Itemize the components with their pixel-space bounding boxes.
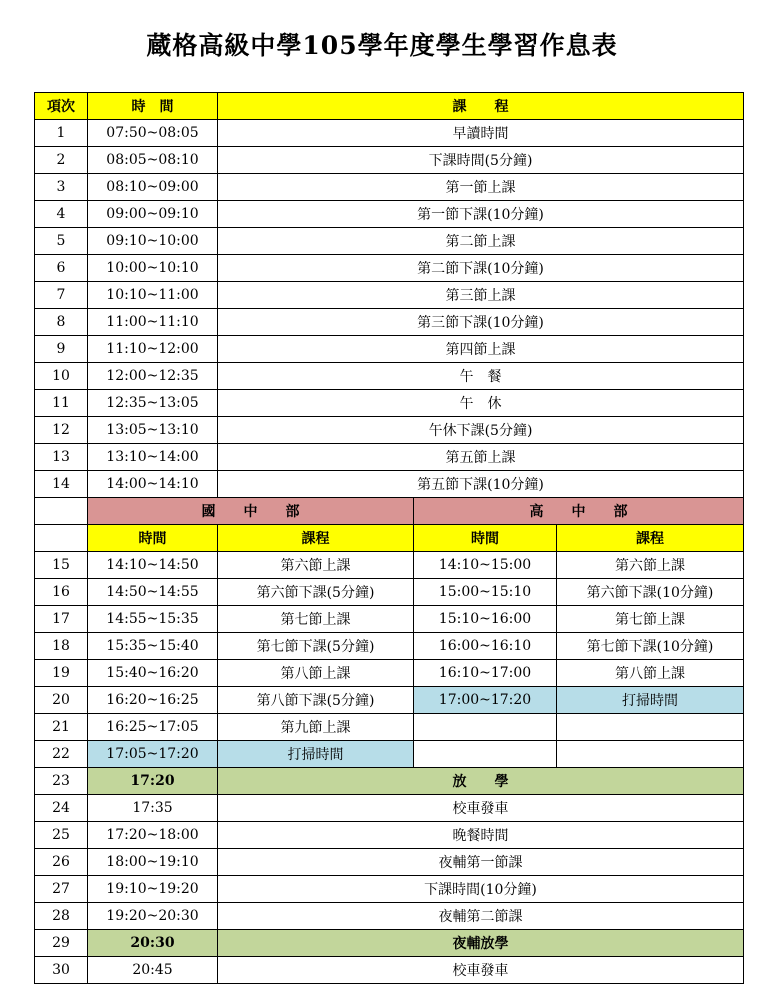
row-time: 14:00~14:10: [88, 471, 218, 498]
senior-time: 14:10~15:00: [414, 552, 557, 579]
row-no: 19: [35, 660, 88, 687]
row-course: 第二節上課: [218, 228, 744, 255]
row-time: 08:10~09:00: [88, 174, 218, 201]
row-no: 8: [35, 309, 88, 336]
row-no: 1: [35, 120, 88, 147]
senior-time: [414, 741, 557, 768]
row-course: 夜輔放學: [218, 930, 744, 957]
table-row: [35, 714, 744, 741]
table-row: [35, 417, 744, 444]
row-time: 20:45: [88, 957, 218, 984]
row-course: 第五節下課(10分鐘): [218, 471, 744, 498]
table-row: [35, 930, 744, 957]
table-row: [35, 633, 744, 660]
table-row: [35, 741, 744, 768]
senior-time: 15:00~15:10: [414, 579, 557, 606]
division-header-row: [35, 525, 744, 552]
senior-time: 16:10~17:00: [414, 660, 557, 687]
table-row: [35, 660, 744, 687]
row-no: 4: [35, 201, 88, 228]
row-time: 08:05~08:10: [88, 147, 218, 174]
senior-course: 第七節下課(10分鐘): [557, 633, 744, 660]
header-no: 項次: [35, 93, 88, 120]
junior-course: 打掃時間: [218, 741, 414, 768]
junior-course: 第六節上課: [218, 552, 414, 579]
row-course: 早讀時間: [218, 120, 744, 147]
senior-course: [557, 741, 744, 768]
table-row: [35, 903, 744, 930]
table-row: [35, 282, 744, 309]
row-time: 19:20~20:30: [88, 903, 218, 930]
junior-course: 第七節下課(5分鐘): [218, 633, 414, 660]
row-time: 11:10~12:00: [88, 336, 218, 363]
row-time: 09:10~10:00: [88, 228, 218, 255]
division-spacer: [35, 498, 88, 525]
row-course: 第五節上課: [218, 444, 744, 471]
row-time: 10:10~11:00: [88, 282, 218, 309]
row-no: 22: [35, 741, 88, 768]
junior-course: 第六節下課(5分鐘): [218, 579, 414, 606]
table-row: [35, 201, 744, 228]
senior-course: 第七節上課: [557, 606, 744, 633]
division-header-spacer: [35, 525, 88, 552]
row-course: 第三節上課: [218, 282, 744, 309]
row-course: 放 學: [218, 768, 744, 795]
table-row: [35, 606, 744, 633]
row-no: 6: [35, 255, 88, 282]
row-no: 30: [35, 957, 88, 984]
table-row: [35, 795, 744, 822]
row-time: 17:20: [88, 768, 218, 795]
row-time: 19:10~19:20: [88, 876, 218, 903]
row-time: 13:05~13:10: [88, 417, 218, 444]
table-row: [35, 768, 744, 795]
table-row: [35, 309, 744, 336]
table-row: [35, 444, 744, 471]
row-no: 7: [35, 282, 88, 309]
row-time: 20:30: [88, 930, 218, 957]
row-no: 9: [35, 336, 88, 363]
table-row: [35, 336, 744, 363]
row-no: 17: [35, 606, 88, 633]
row-course: 夜輔第一節課: [218, 849, 744, 876]
row-no: 10: [35, 363, 88, 390]
row-no: 11: [35, 390, 88, 417]
row-no: 27: [35, 876, 88, 903]
table-row: [35, 552, 744, 579]
row-time: 07:50~08:05: [88, 120, 218, 147]
junior-time: 15:40~16:20: [88, 660, 218, 687]
junior-division: 國 中 部: [88, 498, 414, 525]
row-time: 09:00~09:10: [88, 201, 218, 228]
page-title: 蔵格高級中學105學年度學生學習作息表: [146, 31, 618, 60]
row-course: 校車發車: [218, 795, 744, 822]
row-course: 第一節上課: [218, 174, 744, 201]
table-row: [35, 687, 744, 714]
table-row: [35, 120, 744, 147]
row-course: 下課時間(5分鐘): [218, 147, 744, 174]
junior-time: 15:35~15:40: [88, 633, 218, 660]
table-row: [35, 174, 744, 201]
row-no: 28: [35, 903, 88, 930]
senior-time-header: 時間: [414, 525, 557, 552]
row-course: 第四節上課: [218, 336, 744, 363]
row-no: 24: [35, 795, 88, 822]
junior-time: 14:10~14:50: [88, 552, 218, 579]
row-time: 10:00~10:10: [88, 255, 218, 282]
row-no: 3: [35, 174, 88, 201]
senior-course: 第八節上課: [557, 660, 744, 687]
senior-time: 17:00~17:20: [414, 687, 557, 714]
table-row: [35, 849, 744, 876]
row-time: 12:35~13:05: [88, 390, 218, 417]
schedule-body: [35, 93, 744, 984]
header-course: 課 程: [218, 93, 744, 120]
junior-course-header: 課程: [218, 525, 414, 552]
senior-course: [557, 714, 744, 741]
row-no: 26: [35, 849, 88, 876]
row-time: 13:10~14:00: [88, 444, 218, 471]
row-no: 12: [35, 417, 88, 444]
row-no: 16: [35, 579, 88, 606]
table-row: [35, 255, 744, 282]
row-course: 下課時間(10分鐘): [218, 876, 744, 903]
table-row: [35, 363, 744, 390]
junior-course: 第八節下課(5分鐘): [218, 687, 414, 714]
row-time: 17:20~18:00: [88, 822, 218, 849]
row-course: 午 休: [218, 390, 744, 417]
row-time: 17:35: [88, 795, 218, 822]
junior-time: 14:55~15:35: [88, 606, 218, 633]
table-row: [35, 471, 744, 498]
row-course: 第一節下課(10分鐘): [218, 201, 744, 228]
schedule-table: [34, 92, 744, 984]
junior-time-header: 時間: [88, 525, 218, 552]
junior-time: 17:05~17:20: [88, 741, 218, 768]
row-time: 11:00~11:10: [88, 309, 218, 336]
header-time: 時 間: [88, 93, 218, 120]
row-course: 第二節下課(10分鐘): [218, 255, 744, 282]
header-row: [35, 93, 744, 120]
division-row: [35, 498, 744, 525]
table-row: [35, 228, 744, 255]
row-no: 5: [35, 228, 88, 255]
row-no: 15: [35, 552, 88, 579]
row-no: 2: [35, 147, 88, 174]
row-course: 午休下課(5分鐘): [218, 417, 744, 444]
row-time: 18:00~19:10: [88, 849, 218, 876]
table-row: [35, 147, 744, 174]
row-no: 23: [35, 768, 88, 795]
row-no: 13: [35, 444, 88, 471]
senior-division: 高 中 部: [414, 498, 744, 525]
senior-time: [414, 714, 557, 741]
table-row: [35, 876, 744, 903]
row-course: 午 餐: [218, 363, 744, 390]
row-no: 20: [35, 687, 88, 714]
junior-time: 14:50~14:55: [88, 579, 218, 606]
row-course: 第三節下課(10分鐘): [218, 309, 744, 336]
row-course: 校車發車: [218, 957, 744, 984]
row-no: 14: [35, 471, 88, 498]
junior-course: 第八節上課: [218, 660, 414, 687]
row-course: 夜輔第二節課: [218, 903, 744, 930]
row-course: 晚餐時間: [218, 822, 744, 849]
junior-course: 第九節上課: [218, 714, 414, 741]
senior-time: 16:00~16:10: [414, 633, 557, 660]
row-no: 18: [35, 633, 88, 660]
table-row: [35, 390, 744, 417]
row-no: 29: [35, 930, 88, 957]
senior-course-header: 課程: [557, 525, 744, 552]
junior-time: 16:25~17:05: [88, 714, 218, 741]
senior-course: 第六節上課: [557, 552, 744, 579]
row-no: 25: [35, 822, 88, 849]
table-row: [35, 957, 744, 984]
table-row: [35, 822, 744, 849]
junior-time: 16:20~16:25: [88, 687, 218, 714]
row-time: 12:00~12:35: [88, 363, 218, 390]
senior-time: 15:10~16:00: [414, 606, 557, 633]
senior-course: 打掃時間: [557, 687, 744, 714]
senior-course: 第六節下課(10分鐘): [557, 579, 744, 606]
table-row: [35, 579, 744, 606]
row-no: 21: [35, 714, 88, 741]
junior-course: 第七節上課: [218, 606, 414, 633]
